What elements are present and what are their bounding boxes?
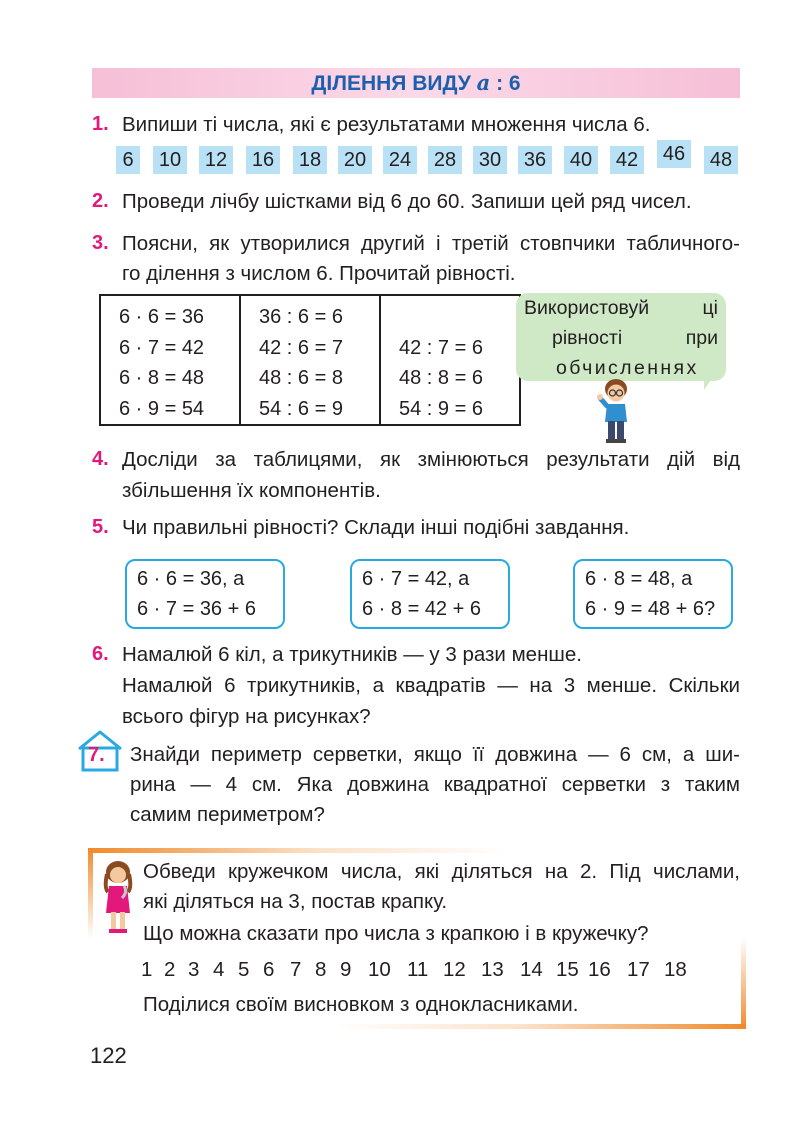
equation-box-line-1: 6 · 6 = 36, а <box>137 568 245 590</box>
equation-box <box>350 559 510 629</box>
equation <box>399 302 519 333</box>
number-chip: 36 <box>518 146 552 174</box>
task-2-text: Проведи лічбу шістками від 6 до 60. Запиши цей ряд чисел. <box>122 190 692 213</box>
page-number: 122 <box>90 1043 127 1068</box>
task-7-line-3: самим периметром? <box>130 803 325 826</box>
number-item: 13 <box>481 958 504 981</box>
task-2-number: 2. <box>92 190 109 212</box>
lesson-title <box>92 68 740 98</box>
equation-box <box>125 559 285 629</box>
number-item: 1 <box>141 958 153 981</box>
number-chips <box>116 143 740 174</box>
number-item: 8 <box>315 958 327 981</box>
hint-line-2: рівності при <box>552 327 718 349</box>
title-prefix: ДІЛЕННЯ ВИДУ <box>311 72 471 95</box>
equation-box-line-2: 6 · 8 = 42 + 6 <box>362 598 481 620</box>
equation: 6 · 7 = 42 <box>119 336 205 359</box>
number-chip: 42 <box>610 146 644 174</box>
number-chip: 16 <box>246 146 280 174</box>
number-item: 17 <box>627 958 650 981</box>
equation-box <box>573 559 733 629</box>
task-6-number: 6. <box>92 643 109 665</box>
number-item: 14 <box>520 958 543 981</box>
number-chip: 46 <box>657 140 691 168</box>
number-item: 16 <box>588 958 611 981</box>
task-1-number: 1. <box>92 113 109 135</box>
equation: 42 : 7 = 6 <box>399 336 483 359</box>
equation: 42 : 6 = 7 <box>259 336 343 359</box>
number-item: 15 <box>556 958 579 981</box>
number-item: 6 <box>263 958 275 981</box>
number-chip: 48 <box>704 146 738 174</box>
number-chip: 20 <box>338 146 372 174</box>
task-5-number: 5. <box>92 516 109 538</box>
task-7-line-2: рина — 4 см. Яка довжина квадратної серветки з таким <box>130 773 740 796</box>
equation: 48 : 8 = 6 <box>399 367 483 389</box>
equation: 36 : 6 = 6 <box>259 306 343 328</box>
hint-line-1: Використовуй ці <box>524 297 718 319</box>
number-item: 3 <box>188 958 200 981</box>
number-item: 12 <box>443 958 466 981</box>
equation: 54 : 6 = 9 <box>259 397 343 420</box>
task-4-number: 4. <box>92 448 109 470</box>
task-3-line-2: го ділення з числом 6. Прочитай рівності. <box>122 262 516 285</box>
title-suffix: : 6 <box>496 72 521 95</box>
number-chip: 12 <box>199 146 233 174</box>
task-6-line-2: Намалюй 6 трикутників, а квадратів — на 3 менше. Скільки <box>122 674 740 697</box>
number-chip: 28 <box>428 146 462 174</box>
table-column-division-result-6 <box>380 295 520 425</box>
number-chip: 6 <box>116 146 140 174</box>
number-item: 10 <box>368 958 391 981</box>
task-7-line-1: Знайди периметр серветки, якщо її довжина — 6 см, а ши- <box>130 743 740 766</box>
number-item: 7 <box>290 958 302 981</box>
girl-illustration <box>98 858 138 938</box>
task-1-text: Випиши ті числа, які є результатами множення числа 6. <box>122 113 651 136</box>
bottom-line-3: Що можна сказати про числа з крапкою і в кружечку? <box>143 922 649 945</box>
number-chip: 18 <box>293 146 327 174</box>
boy-illustration <box>594 376 638 446</box>
equation: 54 : 9 = 6 <box>399 397 483 420</box>
equation: 6 · 9 = 54 <box>119 397 205 420</box>
bottom-line-1: Обведи кружечком числа, які діляться на 2. Під числами, <box>143 860 740 883</box>
title-variable: a <box>476 70 491 95</box>
task-3-line-1: Поясни, як утворилися другий і третій стовпчики табличного- <box>122 232 740 255</box>
number-chip: 30 <box>473 146 507 174</box>
number-chip: 24 <box>383 146 417 174</box>
task-6-line-3: всього фігур на рисунках? <box>122 705 371 728</box>
number-chip: 40 <box>564 146 598 174</box>
task-7-number: 7. <box>88 744 105 766</box>
hint-bubble-tail <box>704 370 718 390</box>
equation-box-line-2: 6 · 7 = 36 + 6 <box>137 598 256 620</box>
bottom-line-5: Поділися своїм висновком з однокласниками. <box>143 993 579 1016</box>
task-4-line-2: збільшення їх компонентів. <box>122 479 381 502</box>
table-column-multiplication <box>100 295 240 425</box>
number-chip: 10 <box>153 146 187 174</box>
hint-line-3: обчисленнях <box>556 357 699 379</box>
equation-box-line-1: 6 · 8 = 48, а <box>585 568 693 590</box>
equations-table <box>99 294 521 426</box>
number-item: 18 <box>664 958 687 981</box>
task-5-text: Чи правильні рівності? Склади інші подібні завдання. <box>122 516 630 539</box>
task-3-number: 3. <box>92 232 109 254</box>
number-item: 9 <box>340 958 352 981</box>
equation: 6 · 6 = 36 <box>119 306 205 328</box>
equation: 6 · 8 = 48 <box>119 367 205 389</box>
equation-box-line-1: 6 · 7 = 42, а <box>362 568 470 590</box>
number-item: 5 <box>238 958 250 981</box>
task-4-line-1: Досліди за таблицями, як змінюються результати дій від <box>122 448 740 471</box>
bottom-line-2: які діляться на 3, постав крапку. <box>143 890 448 913</box>
number-item: 2 <box>164 958 176 981</box>
equation-box-line-2: 6 · 9 = 48 + 6? <box>585 598 716 620</box>
number-item: 11 <box>407 958 429 981</box>
table-column-division-by-6 <box>240 295 380 425</box>
number-item: 4 <box>213 958 225 981</box>
equation: 48 : 6 = 8 <box>259 367 343 389</box>
task-6-line-1: Намалюй 6 кіл, а трикутників — у 3 рази менше. <box>122 643 582 666</box>
